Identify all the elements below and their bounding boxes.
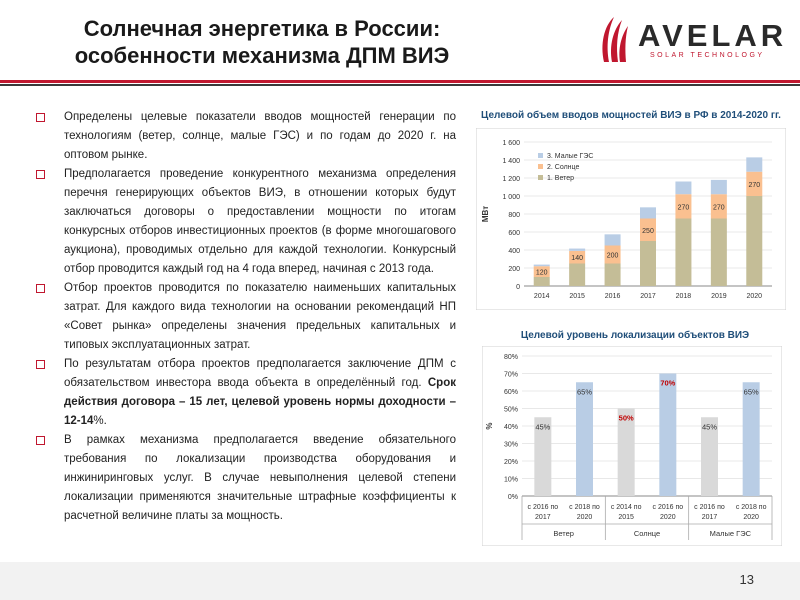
chart2-y-label: % bbox=[485, 422, 494, 430]
chart1-x-tick: 2014 bbox=[533, 293, 550, 300]
header-divider-red bbox=[0, 80, 800, 83]
capacity-chart bbox=[476, 128, 786, 310]
chart2-x-tick-year: 2020 bbox=[743, 514, 759, 521]
chart1-bar-segment bbox=[746, 196, 762, 286]
chart1-x-tick: 2019 bbox=[711, 293, 727, 300]
chart1-bar-segment bbox=[746, 157, 762, 171]
chart2-x-tick: с 2016 по bbox=[527, 504, 559, 511]
chart1-legend-swatch bbox=[538, 153, 543, 158]
title-line-1: Солнечная энергетика в России: bbox=[83, 16, 441, 41]
checkbox-bullet-icon bbox=[36, 436, 45, 445]
page-number: 13 bbox=[739, 572, 754, 587]
chart2-group-label: Малые ГЭС bbox=[709, 529, 752, 538]
bullet-item: Предполагается проведение конкурентного механизма определения перечня генерирующих объектов ВИЭ, в отношении которых будут заключаться договоры о предоставлении мощности по итогам конкурсных отборов инвестиционных проектов (в форме многошагового аукциона), проводимых отдельно для каждой технологии. Конкурсный отбор проводится каждый год на 4 года вперед, начиная с 2013 года. bbox=[36, 165, 456, 279]
chart1-bar-segment bbox=[675, 182, 691, 195]
chart2-x-tick: с 2018 по bbox=[569, 504, 600, 511]
header-divider-dark bbox=[0, 84, 800, 86]
chart1-y-tick: 800 bbox=[508, 212, 520, 219]
chart1-bar-segment bbox=[569, 264, 585, 287]
chart1-data-label: 250 bbox=[642, 227, 654, 235]
chart1-y-tick: 600 bbox=[508, 230, 520, 237]
chart1-legend-label: 2. Солнце bbox=[547, 164, 580, 171]
chart2-y-tick: 60% bbox=[503, 389, 518, 396]
avelar-logo bbox=[590, 14, 790, 66]
chart1-bar-segment bbox=[534, 265, 550, 267]
chart1-y-tick: 200 bbox=[508, 266, 520, 273]
chart1-x-tick: 2016 bbox=[604, 293, 621, 300]
checkbox-bullet-icon bbox=[36, 360, 45, 369]
checkbox-bullet-icon bbox=[36, 113, 45, 122]
chart1-bar-segment bbox=[534, 277, 550, 286]
chart2-y-tick: 20% bbox=[503, 459, 518, 466]
chart2-data-label: 50% bbox=[618, 413, 634, 423]
chart2-x-tick-year: 2015 bbox=[618, 514, 634, 521]
chart1-y-tick: 1 200 bbox=[502, 176, 520, 183]
chart1-legend-swatch bbox=[538, 175, 543, 180]
chart1-data-label: 270 bbox=[748, 181, 761, 189]
bullet-item: В рамках механизма предполагается введение обязательного требования по локализации производства оборудования и инжиниринговых услуг. В случае невыполнения целевой степени локализации применяются значительные штрафные коэффициенты к расчетной величине платы за мощность. bbox=[36, 431, 456, 526]
chart2-data-label: 65% bbox=[743, 387, 759, 397]
chart1-data-label: 270 bbox=[713, 204, 725, 212]
chart1-y-label: МВт bbox=[481, 205, 490, 223]
chart1-y-tick: 1 400 bbox=[502, 158, 520, 165]
chart1-bar-segment bbox=[605, 264, 621, 287]
chart1-data-label: 270 bbox=[677, 204, 690, 212]
chart1-title: Целевой объем вводов мощностей ВИЭ в РФ в 2014-2020 гг. bbox=[481, 110, 781, 121]
chart1-x-tick: 2020 bbox=[746, 293, 763, 300]
chart2-y-tick: 50% bbox=[503, 406, 518, 414]
chart2-y-tick: 30% bbox=[503, 441, 518, 449]
chart2-x-tick: с 2014 по bbox=[610, 504, 642, 511]
chart1-data-label: 120 bbox=[535, 269, 548, 277]
chart1-bar-segment bbox=[711, 180, 727, 194]
chart2-group-label: Солнце bbox=[633, 529, 661, 538]
chart1-y-tick: 400 bbox=[508, 248, 520, 255]
chart1-x-tick: 2018 bbox=[675, 293, 692, 300]
title-line-2: особенности механизма ДПМ ВИЭ bbox=[74, 43, 450, 68]
chart1-bar-segment bbox=[569, 249, 585, 251]
chart2-y-tick: 0% bbox=[507, 494, 518, 501]
checkbox-bullet-icon bbox=[36, 170, 45, 179]
chart1-legend-label: 1. Ветер bbox=[547, 175, 575, 182]
chart1-bar-segment bbox=[605, 234, 621, 245]
chart2-bar bbox=[659, 374, 676, 497]
chart2-bar bbox=[743, 382, 760, 496]
chart1-y-tick: 1 600 bbox=[502, 140, 520, 147]
chart1-legend-swatch bbox=[538, 164, 543, 169]
logo-wordmark: AVELAR bbox=[638, 18, 788, 53]
chart1-data-label: 140 bbox=[571, 255, 583, 263]
bullet-bold-text: Срок действия договора – 15 лет, целевой уровень нормы доходности – 12-14 bbox=[64, 377, 456, 427]
chart1-bar-segment bbox=[675, 219, 691, 287]
chart2-data-label: 65% bbox=[576, 387, 593, 397]
chart2-data-label: 70% bbox=[660, 378, 676, 388]
chart2-x-tick-year: 2017 bbox=[535, 514, 551, 521]
logo-mark-icon bbox=[590, 14, 636, 64]
chart2-y-tick: 10% bbox=[503, 476, 518, 484]
chart2-data-label: 45% bbox=[701, 422, 718, 432]
chart2-y-tick: 40% bbox=[503, 424, 518, 431]
localization-chart bbox=[482, 346, 782, 546]
chart2-x-tick-year: 2020 bbox=[576, 514, 593, 521]
checkbox-bullet-icon bbox=[36, 284, 45, 293]
chart2-x-tick: с 2016 по bbox=[694, 504, 725, 511]
bullet-list bbox=[36, 108, 456, 526]
chart2-group-label: Ветер bbox=[553, 529, 574, 538]
chart1-x-tick: 2015 bbox=[569, 293, 585, 300]
logo-tagline: SOLAR TECHNOLOGY bbox=[650, 52, 765, 59]
chart1-bar-segment bbox=[711, 219, 727, 287]
chart1-data-label: 200 bbox=[606, 252, 619, 260]
chart2-x-tick: с 2016 по bbox=[652, 504, 684, 511]
chart1-y-tick: 0 bbox=[516, 284, 520, 291]
slide-footer bbox=[0, 562, 800, 600]
chart1-bar-segment bbox=[640, 207, 656, 218]
chart2-y-tick: 80% bbox=[503, 354, 518, 361]
chart1-x-tick: 2017 bbox=[640, 293, 656, 300]
chart2-x-tick: с 2018 по bbox=[735, 504, 767, 511]
chart1-frame bbox=[476, 128, 786, 310]
chart2-y-tick: 70% bbox=[503, 371, 518, 379]
chart2-bar bbox=[576, 382, 593, 496]
slide-header bbox=[0, 0, 800, 78]
chart2-data-label: 45% bbox=[535, 422, 551, 432]
chart1-legend-label: 3. Малые ГЭС bbox=[547, 153, 594, 160]
chart1-bar-segment bbox=[640, 241, 656, 286]
slide-title bbox=[52, 15, 472, 69]
chart2-x-tick-year: 2017 bbox=[701, 514, 718, 521]
bullet-item: По результатам отбора проектов предполагается заключение ДПМ с обязательством инвестора ввода объекта в определённый год. Срок действия договора – 15 лет, целевой уровень нормы доходности – 12-14%. bbox=[36, 355, 456, 431]
bullet-item: Отбор проектов проводится по показателю наименьших капитальных затрат. Для каждого вида технологии на основании рекомендаций НП «Совет рынка» определены значения предельных капитальных и типовых эксплуатационных затрат. bbox=[36, 279, 456, 355]
chart2-title: Целевой уровень локализации объектов ВИЭ bbox=[520, 330, 750, 341]
chart2-x-tick-year: 2020 bbox=[660, 514, 676, 521]
chart1-y-tick: 1 000 bbox=[502, 194, 520, 201]
bullet-item: Определены целевые показатели вводов мощностей генерации по технологиям (ветер, солнце, малые ГЭС) и по годам до 2020 г. на оптовом рынке. bbox=[36, 108, 456, 165]
